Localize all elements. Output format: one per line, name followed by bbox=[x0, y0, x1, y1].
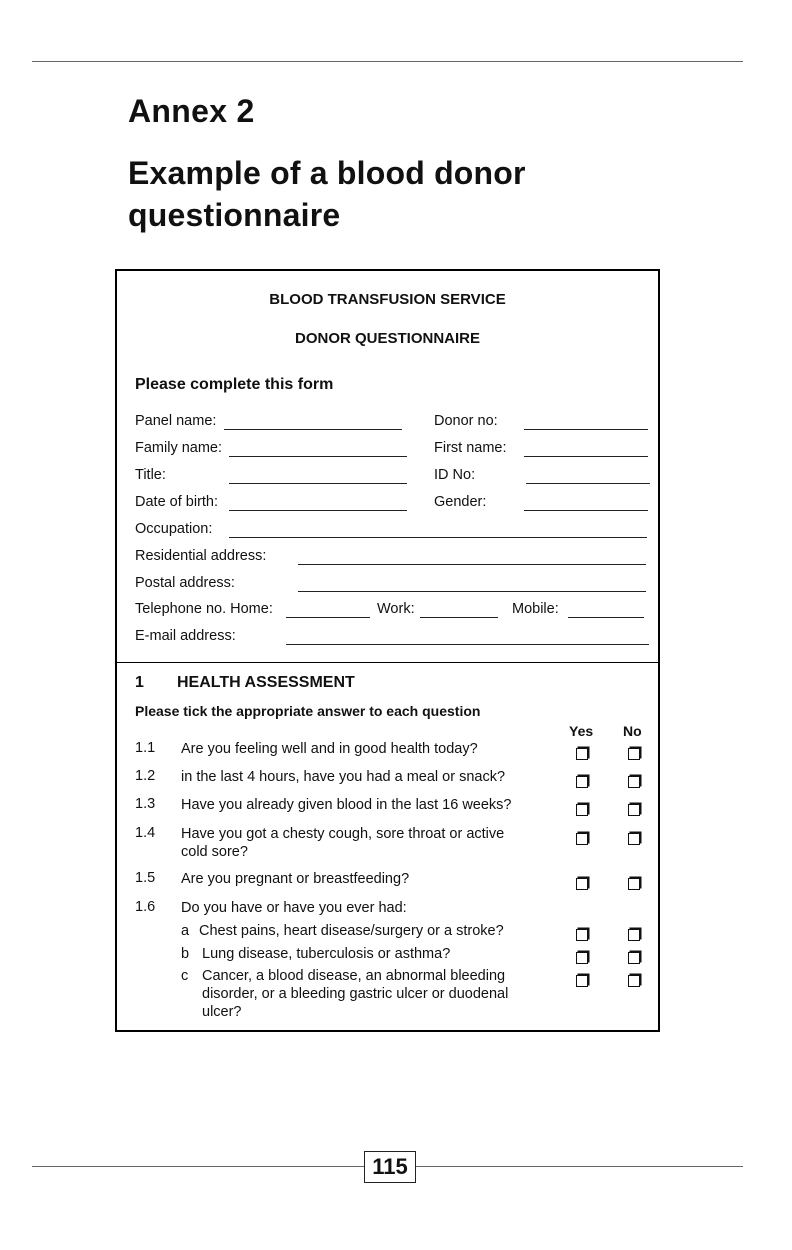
panel-name-field[interactable] bbox=[224, 429, 402, 430]
section-instruction: Please tick the appropriate answer to each question bbox=[135, 703, 481, 719]
q1-3-yes-checkbox[interactable] bbox=[576, 804, 588, 816]
subquestion-text: Lung disease, tuberculosis or asthma? bbox=[202, 946, 451, 962]
occupation-field[interactable] bbox=[229, 537, 647, 538]
page-title: Example of a blood donor questionnaire bbox=[128, 155, 526, 233]
residential-address-label: Residential address: bbox=[135, 548, 267, 564]
question-number: 1.1 bbox=[135, 740, 156, 756]
question-text: in the last 4 hours, have you had a meal or snack? bbox=[181, 769, 506, 785]
question-number: 1.6 bbox=[135, 899, 156, 915]
q1-6c-no-checkbox[interactable] bbox=[628, 975, 640, 987]
title-field[interactable] bbox=[229, 483, 407, 484]
subquestion-text: Chest pains, heart disease/surgery or a stroke? bbox=[199, 923, 504, 939]
occupation-label: Occupation: bbox=[135, 521, 213, 537]
page-number: 115 bbox=[364, 1151, 416, 1183]
question-number: 1.2 bbox=[135, 768, 156, 784]
family-name-label: Family name: bbox=[135, 440, 223, 456]
family-name-field[interactable] bbox=[229, 456, 407, 457]
form-instruction: Please complete this form bbox=[135, 376, 334, 393]
question-text: Are you feeling well and in good health today? bbox=[181, 741, 478, 757]
question-text: Have you got a chesty cough, sore throat or active cold sore? bbox=[181, 826, 505, 860]
subquestion-letter: b bbox=[181, 946, 190, 962]
q1-2-no-checkbox[interactable] bbox=[628, 776, 640, 788]
question-text: Are you pregnant or breastfeeding? bbox=[181, 871, 410, 887]
first-name-field[interactable] bbox=[524, 456, 648, 457]
top-rule bbox=[32, 61, 743, 62]
q1-6a-yes-checkbox[interactable] bbox=[576, 929, 588, 941]
donor-no-field[interactable] bbox=[524, 429, 648, 430]
title-label: Title: bbox=[135, 467, 166, 483]
postal-address-field[interactable] bbox=[298, 591, 646, 592]
question-number: 1.4 bbox=[135, 825, 156, 841]
q1-4-no-checkbox[interactable] bbox=[628, 833, 640, 845]
subquestion-letter: c bbox=[181, 968, 189, 984]
email-label: E-mail address: bbox=[135, 628, 236, 644]
email-field[interactable] bbox=[286, 644, 649, 645]
no-column-header: No bbox=[623, 723, 642, 739]
telephone-work-label: Work: bbox=[377, 601, 415, 617]
q1-6b-yes-checkbox[interactable] bbox=[576, 952, 588, 964]
first-name-label: First name: bbox=[434, 440, 507, 456]
section-title: HEALTH ASSESSMENT bbox=[177, 674, 355, 691]
q1-6b-no-checkbox[interactable] bbox=[628, 952, 640, 964]
question-text: Do you have or have you ever had: bbox=[181, 900, 407, 916]
service-heading: BLOOD TRANSFUSION SERVICE bbox=[269, 291, 506, 308]
residential-address-field[interactable] bbox=[298, 564, 646, 565]
question-number: 1.3 bbox=[135, 796, 156, 812]
telephone-home-field[interactable] bbox=[286, 617, 370, 618]
subquestion-letter: a bbox=[181, 923, 190, 939]
q1-5-yes-checkbox[interactable] bbox=[576, 878, 588, 890]
id-no-field[interactable] bbox=[526, 483, 650, 484]
q1-1-no-checkbox[interactable] bbox=[628, 748, 640, 760]
panel-name-label: Panel name: bbox=[135, 413, 217, 429]
q1-3-no-checkbox[interactable] bbox=[628, 804, 640, 816]
telephone-mobile-field[interactable] bbox=[568, 617, 644, 618]
form-heading: DONOR QUESTIONNAIRE bbox=[294, 330, 480, 347]
section-divider bbox=[117, 662, 658, 663]
dob-label: Date of birth: bbox=[135, 494, 219, 510]
q1-5-no-checkbox[interactable] bbox=[628, 878, 640, 890]
telephone-mobile-label: Mobile: bbox=[512, 601, 559, 617]
gender-field[interactable] bbox=[524, 510, 648, 511]
telephone-work-field[interactable] bbox=[420, 617, 498, 618]
postal-address-label: Postal address: bbox=[135, 575, 235, 591]
section-number: 1 bbox=[135, 674, 144, 691]
q1-2-yes-checkbox[interactable] bbox=[576, 776, 588, 788]
annex-heading: Annex 2 bbox=[128, 93, 255, 129]
telephone-home-label: Telephone no. Home: bbox=[135, 601, 273, 617]
question-text: Have you already given blood in the last 16 weeks? bbox=[181, 797, 512, 813]
q1-1-yes-checkbox[interactable] bbox=[576, 748, 588, 760]
question-number: 1.5 bbox=[135, 870, 156, 886]
dob-field[interactable] bbox=[229, 510, 407, 511]
q1-4-yes-checkbox[interactable] bbox=[576, 833, 588, 845]
gender-label: Gender: bbox=[434, 494, 487, 510]
donor-no-label: Donor no: bbox=[434, 413, 498, 429]
yes-column-header: Yes bbox=[569, 723, 594, 739]
donor-questionnaire-form bbox=[115, 269, 660, 1032]
q1-6a-no-checkbox[interactable] bbox=[628, 929, 640, 941]
id-no-label: ID No: bbox=[434, 467, 476, 483]
subquestion-text: Cancer, a blood disease, an abnormal bleeding disorder, or a bleeding gastric ulcer or duodenal ulcer? bbox=[202, 968, 509, 1020]
q1-6c-yes-checkbox[interactable] bbox=[576, 975, 588, 987]
